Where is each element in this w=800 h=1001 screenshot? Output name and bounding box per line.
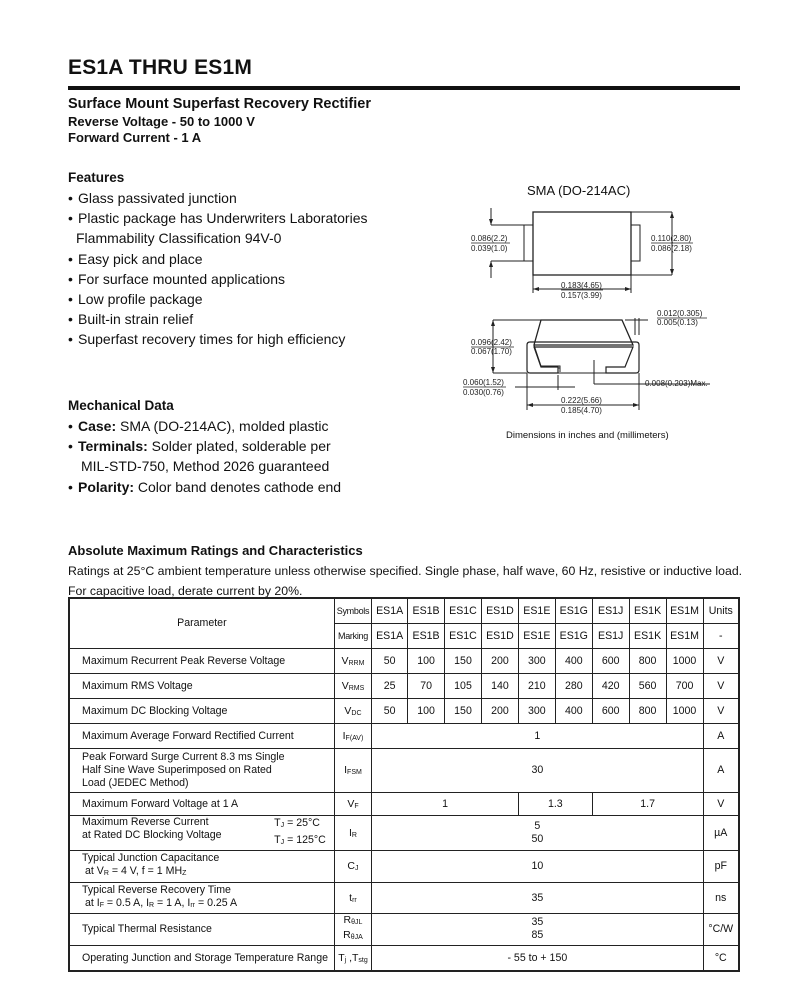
table-row-cj: Typical Junction Capacitance at $V_R = 4$ V, f = 1 $MH_Z$ $C_J$ 10 pF bbox=[69, 850, 739, 882]
bullet-icon: • bbox=[68, 331, 73, 348]
svg-text:0.086(2.18): 0.086(2.18) bbox=[651, 244, 692, 253]
mechanical-list bbox=[68, 416, 341, 497]
feature-item: • Easy pick and place bbox=[68, 249, 367, 269]
part-header: ES1D bbox=[481, 598, 518, 623]
dimension-arrows bbox=[489, 212, 674, 407]
bullet-icon: • bbox=[68, 438, 73, 455]
symbol-cell: $t_{rr}$ bbox=[334, 882, 371, 913]
table-row-temperature: Operating Junction and Storage Temperature Range $T_j$ $,T_{stg}$ - 55 to + 150 °C bbox=[69, 945, 739, 971]
ratings-table bbox=[68, 597, 740, 972]
features-section bbox=[68, 170, 367, 350]
mech-item-terminals-cont: MIL-STD-750, Method 2026 guaranteed bbox=[81, 458, 330, 475]
svg-text:0.039(1.0): 0.039(1.0) bbox=[471, 244, 508, 253]
marking-unit: - bbox=[703, 623, 739, 648]
part-header: ES1G bbox=[555, 598, 592, 623]
title-divider bbox=[68, 86, 740, 90]
svg-text:0.005(0.13): 0.005(0.13) bbox=[657, 318, 698, 327]
mechanical-data-section bbox=[68, 398, 341, 497]
table-row-vrrm: Maximum Recurrent Peak Reverse Voltage $V_{RRM}$ 50 100 150 200 300 400 600 800 1000 V bbox=[69, 648, 739, 673]
marking-cell: ES1G bbox=[555, 623, 592, 648]
bullet-icon: • bbox=[68, 190, 73, 206]
symbol-cell: $I_{FSM}$ bbox=[334, 748, 371, 792]
feature-item: • Built-in strain relief bbox=[68, 309, 367, 329]
mech-item-polarity: • Polarity: Color band denotes cathode end bbox=[68, 477, 341, 497]
svg-text:0.185(4.70): 0.185(4.70) bbox=[561, 406, 602, 415]
symbol-cell: $I_R$ bbox=[334, 815, 371, 850]
package-outline-diagram bbox=[460, 200, 730, 425]
parameter-header: Parameter bbox=[69, 598, 334, 648]
marking-label: Marking bbox=[334, 623, 371, 648]
dimensions-caption: Dimensions in inches and (millimeters) bbox=[506, 430, 669, 441]
document-title: ES1A THRU ES1M bbox=[68, 56, 253, 79]
symbol-cell: $T_j$ $,T_{stg}$ bbox=[334, 945, 371, 971]
package-title: SMA (DO-214AC) bbox=[527, 183, 631, 198]
bullet-icon: • bbox=[68, 311, 73, 328]
ratings-note: Ratings at 25°C ambient temperature unless otherwise specified. Single phase, half wave, 60 Hz, resistive or inductive load. For capacitive load, derate current by 20%. bbox=[68, 564, 743, 598]
feature-item: • For surface mounted applications bbox=[68, 269, 367, 289]
part-header: ES1B bbox=[408, 598, 445, 623]
marking-cell: ES1A bbox=[372, 623, 408, 648]
marking-cell: ES1J bbox=[592, 623, 629, 648]
part-header: ES1E bbox=[518, 598, 555, 623]
bullet-icon: • bbox=[68, 291, 73, 308]
svg-text:0.030(0.76): 0.030(0.76) bbox=[463, 388, 504, 397]
svg-text:0.012(0.305): 0.012(0.305) bbox=[657, 309, 703, 318]
marking-cell: ES1B bbox=[408, 623, 445, 648]
marking-cell: ES1C bbox=[445, 623, 482, 648]
bullet-icon: • bbox=[68, 478, 73, 495]
bullet-icon: • bbox=[68, 250, 73, 267]
bullet-icon: • bbox=[68, 418, 73, 434]
ratings-heading: Absolute Maximum Ratings and Characteristics bbox=[68, 543, 363, 558]
svg-text:0.183(4.65): 0.183(4.65) bbox=[561, 281, 602, 290]
symbol-cell: $C_J$ bbox=[334, 850, 371, 882]
feature-item-continuation: Flammability Classification 94V-0 bbox=[76, 230, 282, 247]
marking-cell: ES1K bbox=[629, 623, 666, 648]
marking-cell: ES1M bbox=[666, 623, 703, 648]
svg-text:0.157(3.99): 0.157(3.99) bbox=[561, 291, 602, 300]
svg-text:0.086(2.2): 0.086(2.2) bbox=[471, 234, 508, 243]
bullet-icon: • bbox=[68, 210, 73, 227]
features-list bbox=[68, 188, 367, 350]
part-header: ES1J bbox=[592, 598, 629, 623]
svg-text:0.060(1.52): 0.060(1.52) bbox=[463, 378, 504, 387]
mechanical-heading: Mechanical Data bbox=[68, 398, 174, 413]
table-row-ifsm: Peak Forward Surge Current 8.3 ms Single Half Sine Wave Superimposed on Rated Load (JEDEC Method) $I_{FSM}$ 30 A bbox=[69, 748, 739, 792]
part-header: ES1A bbox=[372, 598, 408, 623]
symbol-cell: $R_{\theta JL}$ $R_{\theta JA}$ bbox=[334, 913, 371, 945]
part-header: ES1M bbox=[666, 598, 703, 623]
table-row-trr: Typical Reverse Recovery Time at $I_F = 0.5$ A, $I_R = 1$ A, $I_{rr} = 0.25$ A $t_{rr}$ 35 ns bbox=[69, 882, 739, 913]
units-header: Units bbox=[703, 598, 739, 623]
mech-item-terminals: • Terminals: Solder plated, solderable per bbox=[68, 436, 341, 456]
feature-item: • Low profile package bbox=[68, 289, 367, 309]
svg-text:0.008(0.203)Max.: 0.008(0.203)Max. bbox=[645, 379, 708, 388]
table-header-symbols bbox=[69, 598, 739, 623]
table-row-vrms: Maximum RMS Voltage $V_{RMS}$ 25 70 105 140 210 280 420 560 700 V bbox=[69, 673, 739, 698]
feature-item: • Plastic package has Underwriters Laboratories bbox=[68, 208, 367, 228]
symbols-label: Symbols bbox=[334, 598, 371, 623]
reverse-voltage-spec: Reverse Voltage - 50 to 1000 V bbox=[68, 114, 255, 129]
bullet-icon: • bbox=[68, 270, 73, 287]
table-row-vf: Maximum Forward Voltage at 1 A $V_F$ 1 1.3 1.7 V bbox=[69, 792, 739, 815]
marking-cell: ES1D bbox=[481, 623, 518, 648]
table-row-ifav: Maximum Average Forward Rectified Current $I_{F(AV)}$ 1 A bbox=[69, 723, 739, 748]
svg-text:0.096(2.42): 0.096(2.42) bbox=[471, 338, 512, 347]
forward-current-spec: Forward Current - 1 A bbox=[68, 130, 202, 145]
part-header: ES1K bbox=[629, 598, 666, 623]
symbol-cell: $V_{RRM}$ bbox=[334, 648, 371, 673]
svg-text:0.067(1.70): 0.067(1.70) bbox=[471, 347, 512, 356]
mech-item-case: • Case: SMA (DO-214AC), molded plastic bbox=[68, 416, 341, 436]
symbol-cell: $V_{RMS}$ bbox=[334, 673, 371, 698]
svg-text:0.222(5.66): 0.222(5.66) bbox=[561, 396, 602, 405]
headline-specs bbox=[68, 114, 255, 146]
feature-item: • Glass passivated junction bbox=[68, 188, 367, 208]
symbol-cell: $V_{DC}$ bbox=[334, 698, 371, 723]
part-header: ES1C bbox=[445, 598, 482, 623]
marking-cell: ES1E bbox=[518, 623, 555, 648]
table-row-ir: $T_J = 25^\circ C$ $T_J = 125^\circ C$ Maximum Reverse Current at Rated DC Blocking Voltage $I_R$ 5 50 µA bbox=[69, 815, 739, 850]
table-row-vdc: Maximum DC Blocking Voltage $V_{DC}$ 50 100 150 200 300 400 600 800 1000 V bbox=[69, 698, 739, 723]
feature-item: • Superfast recovery times for high efficiency bbox=[68, 329, 367, 349]
product-subtitle: Surface Mount Superfast Recovery Rectifier bbox=[68, 96, 371, 112]
features-heading: Features bbox=[68, 170, 125, 185]
table-row-thermal: Typical Thermal Resistance $R_{\theta JL}$ $R_{\theta JA}$ 35 85 °C/W bbox=[69, 913, 739, 945]
svg-text:0.110(2.80): 0.110(2.80) bbox=[651, 234, 692, 243]
symbol-cell: $V_F$ bbox=[334, 792, 371, 815]
symbol-cell: $I_{F(AV)}$ bbox=[334, 723, 371, 748]
